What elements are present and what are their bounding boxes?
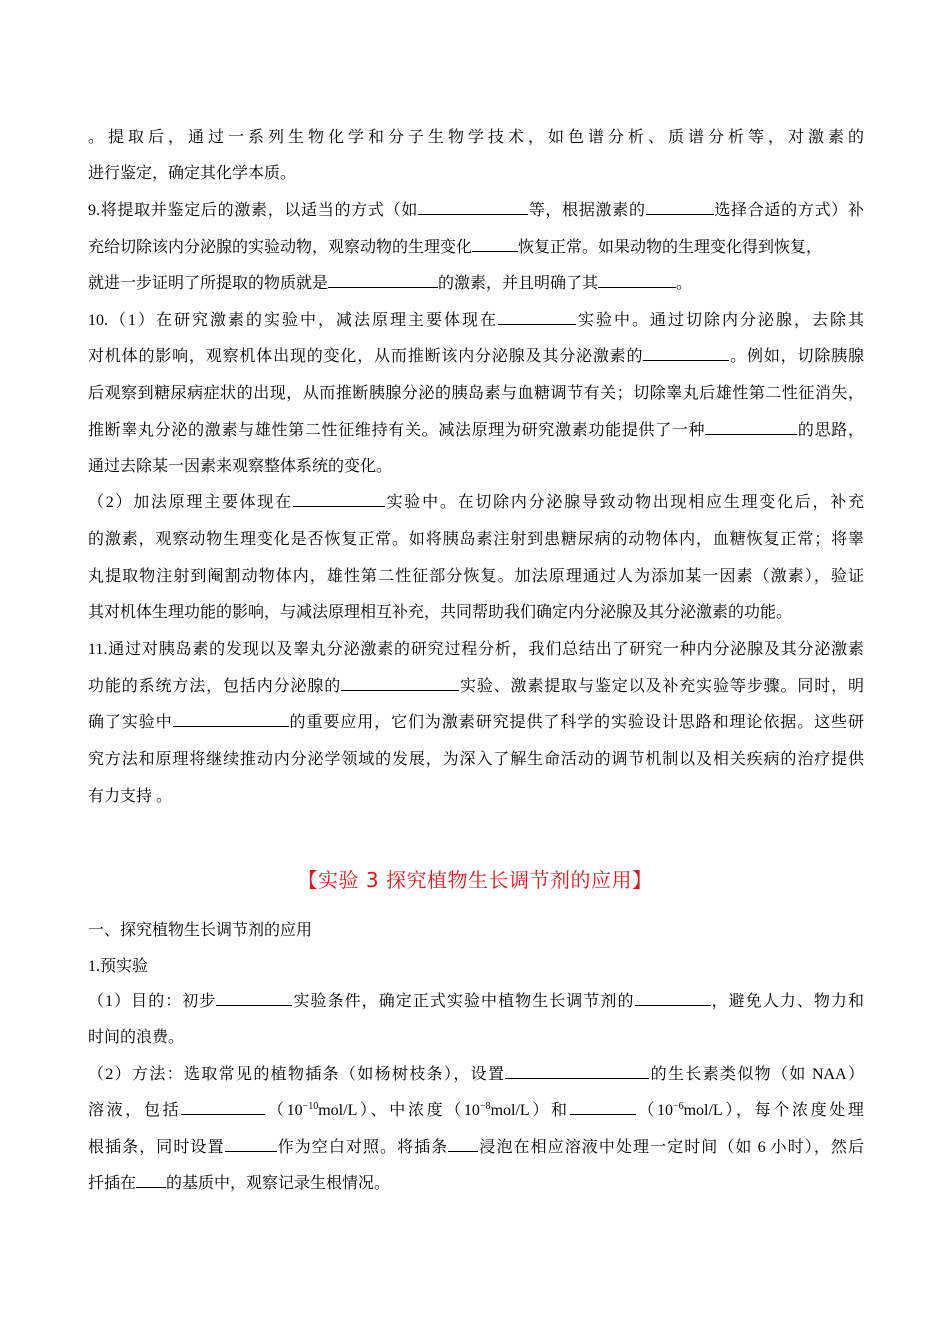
text: 根插条，同时设置 — [88, 1139, 225, 1156]
fill-blank[interactable] — [181, 1100, 265, 1115]
text: 。 — [676, 275, 693, 292]
fill-blank[interactable] — [293, 492, 385, 507]
exp-p1-line-1 — [88, 991, 864, 1013]
text: 的重要应用，它们为激素研究提供了科学的实验设计思路和理论依据。这些研 — [288, 714, 864, 731]
text: 功能的系统方法，包括内分泌腺的 — [88, 678, 342, 695]
fill-blank[interactable] — [646, 200, 714, 215]
text: mol/L）和 — [490, 1102, 570, 1119]
q9-line-3 — [88, 273, 864, 295]
text: 作为空白对照。将插条 — [276, 1139, 449, 1156]
exp-p2-line-2 — [88, 1100, 864, 1124]
q10-line-9 — [88, 602, 864, 624]
text: 实验、激素提取与鉴定以及补充实验等步骤。同时，明 — [459, 678, 864, 695]
text: 对机体的影响，观察机体出现的变化，从而推断该内分泌腺及其分泌激素的 — [88, 348, 644, 365]
fill-blank[interactable] — [635, 991, 711, 1006]
q9-line-2 — [88, 237, 864, 259]
text: 实验条件，确定正式实验中植物生长调节剂的 — [292, 993, 635, 1010]
q10-line-5 — [88, 456, 864, 478]
superscript: −10 — [302, 1101, 319, 1112]
text: 究方法和原理将继续推动内分泌学领域的发展，为深入了解生命活动的调节机制以及相关疾病的治疗提供 — [88, 751, 864, 768]
text: 浸泡在相应溶液中处理一定时间（如 6 小时），然后 — [478, 1139, 864, 1156]
text: （10 — [635, 1102, 673, 1119]
fill-blank[interactable] — [216, 991, 292, 1006]
text: 丸提取物注射到阉割动物体内，雄性第二性征部分恢复。加法原理通过人为添加某一因素（激素），验证 — [88, 568, 864, 585]
q10-line-6 — [88, 492, 864, 514]
text: mol/L），每个浓度处理 — [683, 1102, 864, 1119]
text: 时间的浪费。 — [88, 1029, 185, 1046]
exp-p2-line-3 — [88, 1137, 864, 1159]
fill-blank[interactable] — [173, 712, 289, 727]
exp-heading — [88, 920, 864, 942]
fill-blank[interactable] — [705, 420, 797, 435]
text: 确了实验中 — [88, 714, 173, 731]
text: 就进一步证明了所提取的物质就是 — [88, 275, 329, 292]
text: 进行鉴定，确定其化学本质。 — [88, 165, 297, 182]
q10-line-3 — [88, 383, 864, 405]
text: 一、探究植物生长调节剂的应用 — [88, 922, 313, 939]
text: 充给切除该内分泌腺的实验动物，观察动物的生理变化 — [88, 239, 473, 256]
text: 的激素，观察动物生理变化是否恢复正常。如将胰岛素注射到患糖尿病的动物体内，血糖恢复正常；将睾 — [88, 531, 864, 548]
q11-line-1 — [88, 639, 864, 661]
q11-line-2 — [88, 676, 864, 698]
exp-p2-line-1 — [88, 1064, 864, 1086]
text: 1.预实验 — [88, 958, 149, 975]
text: 11.通过对胰岛素的发现以及睾丸分泌激素的研究过程分析，我们总结出了研究一种内分泌腺及其分泌激素 — [88, 641, 864, 658]
text: 溶液，包括 — [88, 1102, 182, 1119]
q11-line-4 — [88, 749, 864, 771]
text: 的生长素类似物（如 NAA） — [649, 1066, 864, 1083]
fill-blank[interactable] — [418, 200, 528, 215]
fill-blank[interactable] — [328, 273, 438, 288]
section-title: 【实验 3 探究植物生长调节剂的应用】 — [297, 868, 653, 892]
text: 有力支持 。 — [88, 788, 173, 805]
fill-blank[interactable] — [472, 237, 518, 252]
text: 9.将提取并鉴定后的激素，以适当的方式（如 — [88, 202, 419, 219]
superscript: −6 — [672, 1101, 684, 1112]
text: 的思路， — [797, 422, 864, 439]
text: 实验中。在切除内分泌腺导致动物出现相应生理变化后，补充 — [384, 494, 864, 511]
exp-subheading — [88, 956, 864, 978]
text: mol/L）、中浓度（10 — [318, 1102, 480, 1119]
text: 其对机体生理功能的影响，与减法原理相互补充，共同帮助我们确定内分泌腺及其分泌激素的功能。 — [88, 604, 793, 621]
text: 。例如，切除胰腺 — [729, 348, 864, 365]
q10-line-8 — [88, 566, 864, 588]
q10-line-7 — [88, 529, 864, 551]
fill-blank[interactable] — [448, 1137, 478, 1152]
q10-line-1 — [88, 310, 864, 332]
text: ，避免人力、物力和 — [710, 993, 864, 1010]
q11-line-3 — [88, 712, 864, 734]
text: （2）加法原理主要体现在 — [88, 494, 293, 511]
fill-blank[interactable] — [570, 1100, 636, 1115]
fill-blank[interactable] — [341, 676, 459, 691]
text: 扦插在 — [88, 1175, 137, 1192]
q9-line-1 — [88, 200, 864, 222]
text: 推断睾丸分泌的激素与雄性第二性征维持有关。减法原理为研究激素功能提供了一种 — [88, 422, 706, 439]
fill-blank[interactable] — [136, 1173, 166, 1188]
fill-blank[interactable] — [643, 346, 729, 361]
exp-p1-line-2 — [88, 1027, 864, 1049]
q11-line-5 — [88, 786, 864, 808]
text: 后观察到糖尿病症状的出现，从而推断胰腺分泌的胰岛素与血糖调节有关；切除睾丸后雄性第二性征消失， — [88, 385, 864, 402]
text: 。提取后，通过一系列生物化学和分子生物学技术，如色谱分析、质谱分析等，对激素的 — [88, 129, 864, 146]
text: 的基质中，观察记录生根情况。 — [166, 1175, 391, 1192]
superscript: −8 — [479, 1101, 491, 1112]
text: 选择合适的方式）补 — [713, 202, 864, 219]
text: 通过去除某一因素来观察整体系统的变化。 — [88, 458, 393, 475]
q10-line-4 — [88, 420, 864, 442]
text: （2）方法：选取常见的植物插条（如杨树枝条），设置 — [88, 1066, 506, 1083]
fill-blank[interactable] — [225, 1137, 277, 1152]
text: 等，根据激素的 — [528, 202, 646, 219]
paragraph-line — [88, 163, 864, 185]
text: （1）目的：初步 — [88, 993, 217, 1010]
fill-blank[interactable] — [598, 273, 676, 288]
text: （10 — [265, 1102, 303, 1119]
fill-blank[interactable] — [498, 310, 576, 325]
text: 10.（1）在研究激素的实验中，减法原理主要体现在 — [88, 312, 498, 329]
paragraph-line — [88, 127, 864, 149]
fill-blank[interactable] — [505, 1064, 649, 1079]
q10-line-2 — [88, 346, 864, 368]
text: 的激素，并且明确了其 — [438, 275, 599, 292]
text: 实验中。通过切除内分泌腺，去除其 — [575, 312, 864, 329]
exp-p2-line-4 — [88, 1173, 864, 1195]
text: 恢复正常。如果动物的生理变化得到恢复， — [518, 239, 823, 256]
